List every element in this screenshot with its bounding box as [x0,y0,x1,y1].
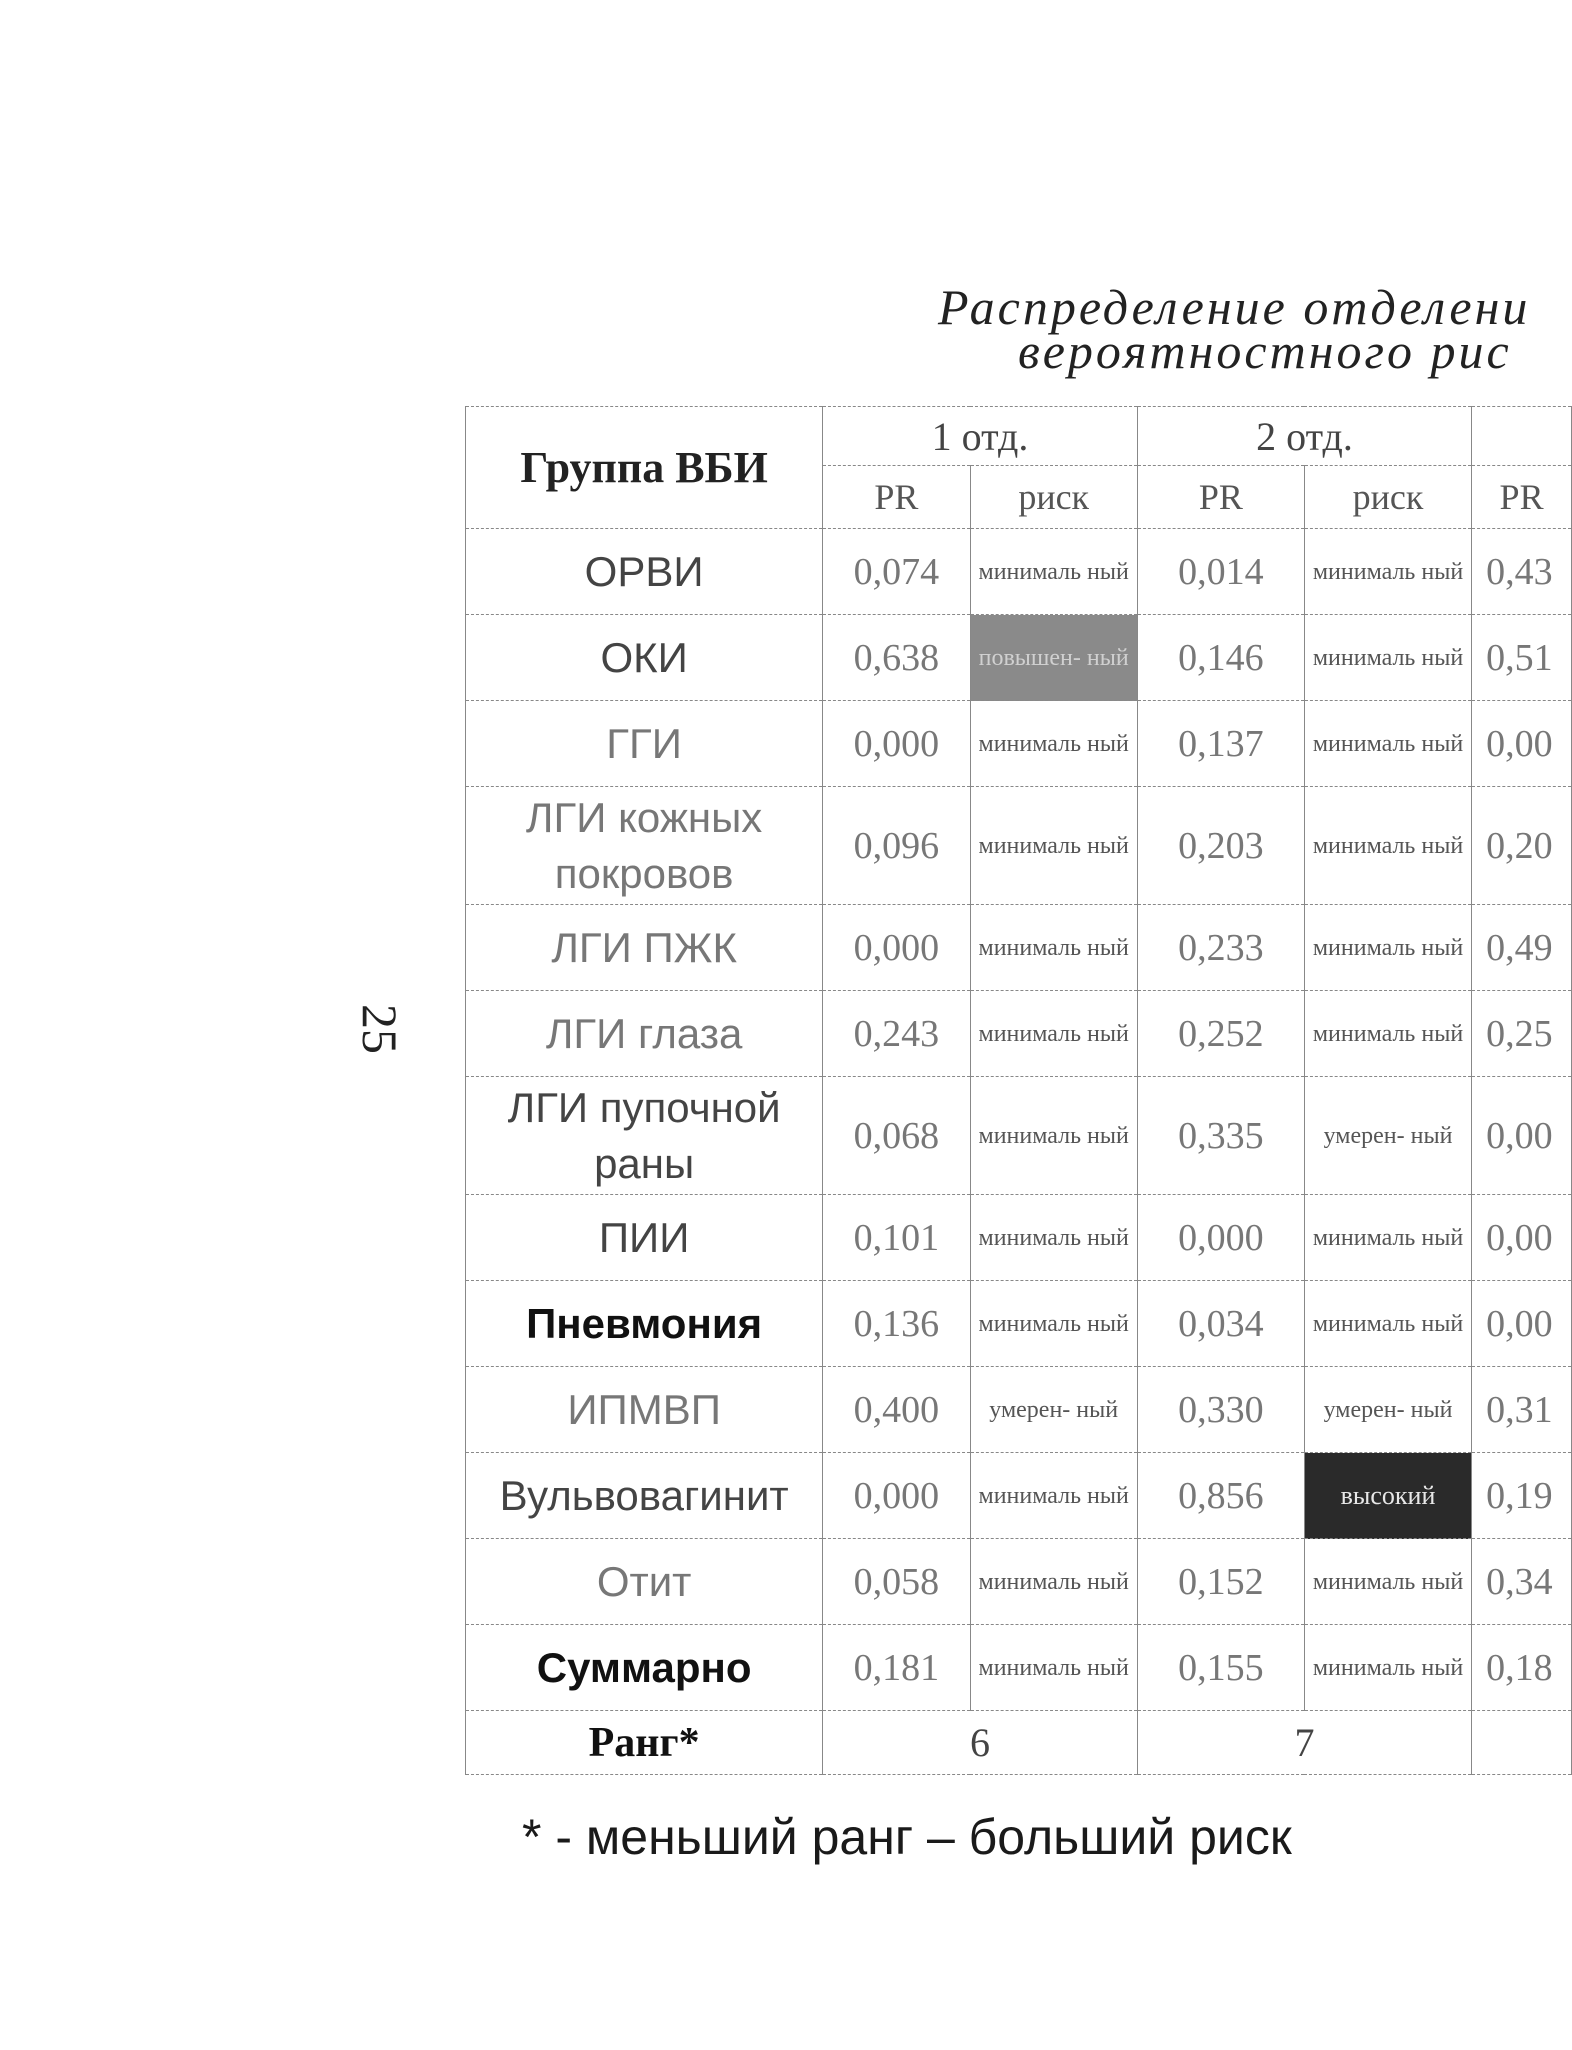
column-header-dept-3-cut [1472,407,1572,466]
row-group-label: ОКИ [466,615,823,701]
dept1-pr-value: 0,101 [823,1195,970,1281]
dept1-pr-value: 0,000 [823,905,970,991]
dept2-risk-value: умерен- ный [1304,1367,1471,1453]
table-row [466,787,1572,905]
table-row [466,1453,1572,1539]
dept2-pr-value: 0,335 [1137,1077,1304,1195]
dept1-risk-value: умерен- ный [970,1367,1137,1453]
dept1-rank-value: 6 [823,1711,1138,1775]
dept2-risk-value: минималь ный [1304,529,1471,615]
dept2-risk-value: минималь ный [1304,787,1471,905]
table-row [466,1625,1572,1711]
dept1-pr-value: 0,000 [823,1453,970,1539]
dept3-pr-value-cut: 0,34 [1472,1539,1572,1625]
table-row [466,905,1572,991]
dept1-risk-value: повышен- ный [970,615,1137,701]
dept1-risk-value: минималь ный [970,1625,1137,1711]
dept3-pr-value-cut: 0,25 [1472,991,1572,1077]
dept2-risk-value: минималь ный [1304,615,1471,701]
table-row [466,1367,1572,1453]
table-row [466,701,1572,787]
dept3-pr-value-cut: 0,51 [1472,615,1572,701]
dept2-risk-value: высокий [1304,1453,1471,1539]
dept1-pr-value: 0,068 [823,1077,970,1195]
dept3-pr-value-cut: 0,00 [1472,1195,1572,1281]
footnote: * - меньший ранг – больший риск [522,1809,1292,1865]
row-rank-label: Ранг* [466,1711,823,1775]
vbi-risk-table [465,406,1572,1775]
dept1-pr-value: 0,136 [823,1281,970,1367]
dept3-pr-value-cut: 0,00 [1472,1281,1572,1367]
dept2-pr-value: 0,233 [1137,905,1304,991]
table-row [466,991,1572,1077]
column-header-pr-cut: PR [1472,466,1572,529]
dept2-risk-value: минималь ный [1304,1625,1471,1711]
dept3-pr-value-cut: 0,49 [1472,905,1572,991]
table-row [466,1539,1572,1625]
column-header-risk: риск [1304,466,1471,529]
table-row [466,1077,1572,1195]
dept2-pr-value: 0,146 [1137,615,1304,701]
dept1-risk-value: минималь ный [970,1195,1137,1281]
page-title-line-2: вероятностного рис [1018,323,1512,379]
dept1-pr-value: 0,400 [823,1367,970,1453]
dept2-pr-value: 0,014 [1137,529,1304,615]
dept1-risk-value: минималь ный [970,529,1137,615]
dept1-pr-value: 0,243 [823,991,970,1077]
dept1-pr-value: 0,000 [823,701,970,787]
dept2-risk-value: минималь ный [1304,1195,1471,1281]
dept2-pr-value: 0,155 [1137,1625,1304,1711]
dept2-pr-value: 0,203 [1137,787,1304,905]
table-row [466,1281,1572,1367]
dept2-pr-value: 0,000 [1137,1195,1304,1281]
dept1-risk-value: минималь ный [970,701,1137,787]
row-group-label: ЛГИ глаза [466,991,823,1077]
dept2-pr-value: 0,152 [1137,1539,1304,1625]
dept1-pr-value: 0,181 [823,1625,970,1711]
dept2-pr-value: 0,034 [1137,1281,1304,1367]
table-row [466,615,1572,701]
row-group-label: ГГИ [466,701,823,787]
row-group-label: ПИИ [466,1195,823,1281]
dept1-risk-value: минималь ный [970,991,1137,1077]
table-row-rank [466,1711,1572,1775]
dept1-risk-value: минималь ный [970,787,1137,905]
dept2-pr-value: 0,252 [1137,991,1304,1077]
column-header-pr: PR [823,466,970,529]
dept2-risk-value: минималь ный [1304,991,1471,1077]
column-header-risk: риск [970,466,1137,529]
row-group-label: Суммарно [466,1625,823,1711]
table-header-row-1 [466,407,1572,466]
dept1-pr-value: 0,638 [823,615,970,701]
dept2-risk-value: минималь ный [1304,1539,1471,1625]
dept1-pr-value: 0,058 [823,1539,970,1625]
table-row [466,529,1572,615]
row-group-label: Пневмония [466,1281,823,1367]
dept1-risk-value: минималь ный [970,1539,1137,1625]
dept2-risk-value: минималь ный [1304,701,1471,787]
column-header-dept-2: 2 отд. [1137,407,1471,466]
dept3-pr-value-cut: 0,43 [1472,529,1572,615]
dept3-pr-value-cut: 0,18 [1472,1625,1572,1711]
row-group-label: ОРВИ [466,529,823,615]
page-number: 25 [352,1004,408,1054]
dept2-pr-value: 0,330 [1137,1367,1304,1453]
dept1-risk-value: минималь ный [970,1077,1137,1195]
row-group-label: Вульвовагинит [466,1453,823,1539]
dept3-pr-value-cut: 0,00 [1472,701,1572,787]
dept3-pr-value-cut: 0,31 [1472,1367,1572,1453]
row-group-label: ЛГИ кожных покровов [466,787,823,905]
dept2-pr-value: 0,137 [1137,701,1304,787]
column-header-group: Группа ВБИ [466,407,823,529]
dept1-risk-value: минималь ный [970,1281,1137,1367]
dept3-pr-value-cut: 0,00 [1472,1077,1572,1195]
dept1-risk-value: минималь ный [970,1453,1137,1539]
table-row [466,1195,1572,1281]
row-group-label: Отит [466,1539,823,1625]
dept3-pr-value-cut: 0,19 [1472,1453,1572,1539]
column-header-pr: PR [1137,466,1304,529]
dept2-pr-value: 0,856 [1137,1453,1304,1539]
dept1-risk-value: минималь ный [970,905,1137,991]
dept2-risk-value: умерен- ный [1304,1077,1471,1195]
dept3-pr-value-cut: 0,20 [1472,787,1572,905]
row-group-label: ЛГИ ПЖК [466,905,823,991]
dept1-pr-value: 0,074 [823,529,970,615]
column-header-dept-1: 1 отд. [823,407,1138,466]
dept2-rank-value: 7 [1137,1711,1471,1775]
dept2-risk-value: минималь ный [1304,1281,1471,1367]
dept1-pr-value: 0,096 [823,787,970,905]
row-group-label: ИПМВП [466,1367,823,1453]
page-title-line-1: Распределение отделени [938,279,1531,335]
dept3-rank-value-cut [1472,1711,1572,1775]
dept2-risk-value: минималь ный [1304,905,1471,991]
row-group-label: ЛГИ пупочной раны [466,1077,823,1195]
